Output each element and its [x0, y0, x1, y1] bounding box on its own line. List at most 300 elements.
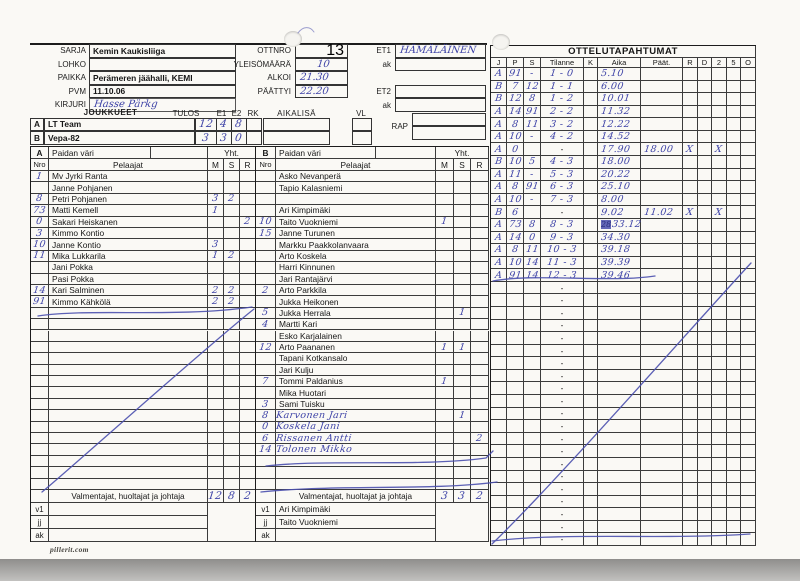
player-goals: [436, 422, 454, 433]
team-e1-B: [217, 131, 232, 145]
player-penalties: [471, 399, 489, 410]
event-cell-k: [584, 156, 598, 169]
event-cell-r: [683, 219, 698, 232]
event-cell-tilanne-text: -: [560, 420, 564, 431]
player-nro: [256, 456, 276, 467]
event-cell-two: [712, 257, 727, 270]
player-nro: [31, 376, 49, 387]
player-penalties: [471, 422, 489, 433]
player-goals: [436, 296, 454, 307]
event-cell-s-text: 91: [524, 181, 540, 193]
event-cell-aika: [598, 521, 641, 534]
event-cell-aika: [598, 244, 641, 257]
player-penalties: [471, 433, 489, 444]
event-cell-s-text: -: [529, 131, 535, 143]
event-cell-tilanne: [541, 131, 584, 144]
alkoi-value: 21.30: [299, 72, 330, 84]
event-cell-p: [507, 483, 524, 496]
player-assists: [224, 194, 240, 205]
event-cell-o: [741, 433, 756, 446]
event-cell-p: [507, 93, 524, 106]
event-cell-r: [683, 206, 698, 219]
event-cell-tilanne-text: -: [560, 207, 564, 218]
event-cell-p: [507, 232, 524, 245]
roster-a-jersey-color-field: [151, 147, 208, 159]
event-cell-p-text: 10: [507, 131, 523, 143]
player-nro: [256, 444, 276, 455]
event-cell-p-text: 8: [511, 181, 519, 193]
player-assists: [224, 376, 240, 387]
event-cell-tilanne: [541, 206, 584, 219]
player-name-text: Jani Pokka: [52, 262, 93, 273]
event-cell-tilanne: [541, 307, 584, 320]
pvm-label: PVM: [68, 86, 86, 96]
player-penalties: [240, 296, 256, 307]
player-nro: [256, 262, 276, 273]
player-nro: [256, 342, 276, 353]
event-cell-k: [584, 294, 598, 307]
event-cell-five: [727, 445, 741, 458]
roster-a-pelaajat-header-text: Pelaajat: [113, 159, 143, 170]
event-cell-p: [507, 408, 524, 421]
event-cell-aika: [598, 294, 641, 307]
event-cell-s: [524, 294, 541, 307]
player-nro: [31, 262, 49, 273]
event-cell-paat: [641, 106, 683, 119]
player-nro: [256, 467, 276, 478]
player-nro: [256, 433, 276, 444]
event-cell-aika: [598, 320, 641, 333]
official-name: [49, 503, 208, 516]
officials-side-box: [436, 503, 489, 542]
event-cell-s-text: 8: [528, 93, 536, 105]
team-letter-A-text: A: [34, 119, 40, 130]
events-col-header-K-text: K: [587, 58, 593, 67]
player-name: [276, 274, 436, 285]
player-penalties: [471, 194, 489, 205]
player-assists: [224, 296, 240, 307]
player-assists-text: 1: [458, 341, 466, 353]
event-cell-j-text: B: [494, 156, 503, 168]
event-cell-tilanne-text: -: [560, 332, 564, 343]
events-col-header-5-text: 5: [731, 58, 736, 67]
event-cell-five: [727, 496, 741, 509]
rap-field-2: [412, 126, 486, 140]
event-cell-two: [712, 282, 727, 295]
event-cell-five: [727, 408, 741, 421]
player-goals-text: 1: [211, 204, 220, 216]
event-cell-r: [683, 471, 698, 484]
event-cell-aika: [598, 370, 641, 383]
punch-hole-right: [492, 34, 510, 50]
event-cell-p: [507, 332, 524, 345]
rap-field-1: [412, 113, 486, 127]
roster-b-s-header: [454, 159, 471, 171]
event-cell-r: [683, 81, 698, 94]
event-cell-aika-text: 20.22: [600, 168, 631, 180]
player-assists: [224, 353, 240, 364]
event-cell-two: [712, 345, 727, 358]
event-cell-paat: [641, 483, 683, 496]
player-nro-text: 2: [261, 284, 270, 296]
event-cell-tilanne: [541, 445, 584, 458]
player-nro: [31, 296, 49, 307]
event-cell-aika: [598, 307, 641, 320]
event-cell-tilanne-text: 4 - 3: [549, 156, 575, 168]
kirjuri-label: KIRJURI: [54, 100, 86, 109]
event-cell-k: [584, 458, 598, 471]
player-goals: [208, 422, 224, 433]
event-cell-paat: [641, 420, 683, 433]
team-tulos-B: [195, 131, 217, 145]
player-penalties: [240, 376, 256, 387]
player-goals: [436, 194, 454, 205]
event-cell-j: [491, 219, 507, 232]
player-nro: [256, 239, 276, 250]
player-assists: [454, 262, 471, 273]
event-cell-k: [584, 244, 598, 257]
event-cell-p: [507, 257, 524, 270]
player-assists: [224, 387, 240, 398]
event-cell-two: [712, 206, 727, 219]
event-cell-p: [507, 508, 524, 521]
roster-b-r-header: [471, 159, 489, 171]
player-penalties: [240, 342, 256, 353]
player-goals-text: 1: [440, 216, 449, 228]
player-name: [49, 251, 208, 262]
player-name: [276, 387, 436, 398]
event-cell-s: [524, 93, 541, 106]
event-cell-five: [727, 219, 741, 232]
event-cell-j: [491, 232, 507, 245]
event-cell-five: [727, 420, 741, 433]
event-cell-j: [491, 206, 507, 219]
event-cell-five: [727, 106, 741, 119]
event-cell-k: [584, 269, 598, 282]
event-cell-o: [741, 471, 756, 484]
player-penalties: [240, 479, 256, 490]
event-cell-s-text: 5: [528, 156, 536, 168]
player-assists: [224, 251, 240, 262]
event-cell-five: [727, 332, 741, 345]
event-cell-two: [712, 194, 727, 207]
player-nro-text: 6: [261, 432, 270, 444]
event-cell-j: [491, 445, 507, 458]
event-cell-d: [698, 294, 712, 307]
event-cell-s: [524, 345, 541, 358]
player-nro: [31, 228, 49, 239]
event-cell-p-text: 7: [511, 80, 519, 92]
player-assists-text: 2: [227, 284, 236, 296]
event-cell-o: [741, 156, 756, 169]
event-cell-s: [524, 143, 541, 156]
event-cell-p: [507, 269, 524, 282]
player-assists: [454, 376, 471, 387]
player-nro: [31, 479, 49, 490]
player-nro: [256, 365, 276, 376]
event-cell-five: [727, 244, 741, 257]
event-cell-five: [727, 232, 741, 245]
player-assists: [454, 331, 471, 342]
player-name-text: Martti Kari: [279, 319, 318, 330]
team-total-assists: [454, 490, 471, 503]
player-goals: [436, 285, 454, 296]
roster-a-s-header-text: S: [228, 159, 235, 170]
event-cell-p: [507, 521, 524, 534]
team-total-assists-text: 8: [227, 490, 236, 502]
event-cell-j: [491, 508, 507, 521]
event-cell-s: [524, 68, 541, 81]
official-role-ak-text: ak: [261, 530, 270, 540]
event-cell-tilanne-text: -: [560, 408, 564, 419]
event-cell-r: [683, 508, 698, 521]
staff-row-label: [49, 490, 208, 503]
player-name-text: Kari Salminen: [52, 285, 105, 296]
event-cell-p: [507, 420, 524, 433]
player-goals: [436, 308, 454, 319]
event-cell-s: [524, 420, 541, 433]
event-cell-d: [698, 257, 712, 270]
aikalisa-label: AIKALISÄ: [277, 108, 316, 118]
player-nro: [256, 331, 276, 342]
event-cell-j-text: A: [494, 168, 503, 180]
player-name: [276, 376, 436, 387]
events-col-header-2-text: 2: [716, 58, 722, 67]
event-cell-j: [491, 93, 507, 106]
vl-label: VL: [356, 108, 366, 118]
event-cell-j: [491, 181, 507, 194]
event-cell-tilanne: [541, 458, 584, 471]
event-cell-tilanne: [541, 483, 584, 496]
player-nro-text: 12: [258, 341, 273, 353]
player-nro: [31, 456, 49, 467]
event-cell-tilanne: [541, 181, 584, 194]
event-cell-d: [698, 533, 712, 546]
event-cell-r: [683, 68, 698, 81]
player-name-text: Janne Turunen: [279, 228, 335, 239]
player-nro: [256, 285, 276, 296]
player-goals: [208, 331, 224, 342]
event-cell-tilanne-text: -: [560, 483, 564, 494]
player-assists: [454, 182, 471, 193]
event-cell-aika: [598, 458, 641, 471]
player-name-text: Sami Tuisku: [279, 399, 325, 410]
events-col-header-Aika-text: Aika: [611, 58, 627, 67]
event-cell-tilanne: [541, 420, 584, 433]
event-cell-o: [741, 206, 756, 219]
event-cell-o: [741, 320, 756, 333]
player-name: [276, 262, 436, 273]
event-cell-paat: [641, 382, 683, 395]
event-cell-two: [712, 269, 727, 282]
event-cell-j: [491, 458, 507, 471]
event-cell-s: [524, 458, 541, 471]
event-cell-five: [727, 471, 741, 484]
event-cell-d: [698, 169, 712, 182]
event-cell-d: [698, 496, 712, 509]
event-cell-aika: [598, 420, 641, 433]
event-cell-tilanne-text: -: [560, 471, 564, 482]
event-cell-two: [712, 445, 727, 458]
player-name: [49, 387, 208, 398]
player-name-text: Mika Lukkarila: [52, 250, 106, 261]
team-letter-B-text: B: [34, 132, 40, 143]
player-name: [49, 479, 208, 490]
player-goals: [436, 274, 454, 285]
event-cell-o: [741, 269, 756, 282]
event-cell-j-text: A: [494, 106, 503, 118]
event-cell-j: [491, 68, 507, 81]
paattyi-label: PÄÄTTYI: [257, 86, 291, 96]
player-penalties-text: 2: [243, 216, 252, 228]
player-name-text: Janne Kontio: [52, 239, 101, 250]
events-col-header-Tilanne: [541, 58, 584, 68]
player-name: [276, 433, 436, 444]
event-cell-k: [584, 332, 598, 345]
official-name: [276, 529, 436, 542]
event-cell-d: [698, 370, 712, 383]
player-name: [49, 422, 208, 433]
event-cell-two: [712, 169, 727, 182]
event-cell-two: [712, 508, 727, 521]
event-cell-tilanne-text: 1 - 1: [549, 80, 575, 92]
event-cell-five: [727, 194, 741, 207]
event-cell-d: [698, 219, 712, 232]
player-assists: [224, 331, 240, 342]
player-nro-text: 4: [261, 318, 270, 330]
event-cell-paat-text: 18.00: [643, 143, 674, 155]
player-assists: [454, 353, 471, 364]
event-cell-k: [584, 118, 598, 131]
player-name: [49, 353, 208, 364]
event-cell-d: [698, 508, 712, 521]
player-nro-text: 73: [32, 204, 47, 216]
staff-row-label: [276, 490, 436, 503]
player-name: [49, 182, 208, 193]
player-assists: [224, 479, 240, 490]
event-cell-paat: [641, 433, 683, 446]
event-cell-paat: [641, 395, 683, 408]
roster-a-paidanvari-text: Paidan väri: [52, 147, 94, 158]
player-penalties: [471, 228, 489, 239]
roster-a-yht-text: Yht.: [224, 147, 239, 158]
event-cell-r: [683, 357, 698, 370]
player-name: [49, 274, 208, 285]
events-col-header-R: [683, 58, 698, 68]
event-cell-r: [683, 345, 698, 358]
player-assists: [454, 285, 471, 296]
event-cell-paat: [641, 131, 683, 144]
player-penalties: [240, 331, 256, 342]
player-penalties: [471, 274, 489, 285]
event-cell-aika-text: 34.30: [600, 231, 631, 243]
player-penalties: [240, 239, 256, 250]
event-cell-aika-text: 11.32: [600, 106, 631, 118]
player-penalties: [240, 444, 256, 455]
aikalisa-box-1: [263, 118, 330, 132]
event-cell-five: [727, 521, 741, 534]
paattyi-value: 22.20: [299, 85, 330, 97]
player-name: [276, 251, 436, 262]
staff-lead-cell: [31, 490, 49, 503]
event-cell-aika: [598, 282, 641, 295]
event-cell-aika: [598, 131, 641, 144]
event-cell-s: [524, 269, 541, 282]
official-name: [276, 516, 436, 529]
event-cell-aika: [598, 194, 641, 207]
event-cell-paat: [641, 68, 683, 81]
event-cell-paat: [641, 445, 683, 458]
event-cell-paat: [641, 81, 683, 94]
event-cell-s: [524, 533, 541, 546]
event-cell-tilanne: [541, 118, 584, 131]
event-cell-tilanne: [541, 81, 584, 94]
event-cell-k: [584, 282, 598, 295]
event-cell-tilanne: [541, 533, 584, 546]
event-cell-tilanne-text: -: [560, 295, 564, 306]
player-goals-text: 1: [211, 250, 220, 262]
event-cell-p-text: 91: [507, 269, 523, 281]
event-cell-o: [741, 169, 756, 182]
event-cell-j: [491, 156, 507, 169]
player-nro: [31, 319, 49, 330]
event-cell-s: [524, 118, 541, 131]
event-cell-s: [524, 382, 541, 395]
sarja-label: SARJA: [60, 46, 86, 55]
player-nro: [31, 365, 49, 376]
event-cell-aika: [598, 68, 641, 81]
event-cell-k: [584, 194, 598, 207]
staff-row-label-text: Valmentajat, huoltajat ja johtaja: [71, 491, 185, 501]
event-cell-d: [698, 345, 712, 358]
event-cell-j-text: A: [494, 244, 503, 256]
event-cell-k: [584, 370, 598, 383]
player-penalties: [240, 399, 256, 410]
roster-a-pelaajat-header: [49, 159, 208, 171]
events-col-header-P-text: P: [512, 58, 518, 67]
event-cell-r: [683, 533, 698, 546]
player-name-text: Matti Kemell: [52, 205, 99, 216]
sarja-value: Kemin Kaukisliiga: [93, 45, 166, 56]
event-cell-aika-text: 39.46: [600, 269, 631, 281]
player-goals: [208, 308, 224, 319]
event-cell-paat: [641, 244, 683, 257]
event-cell-s: [524, 131, 541, 144]
event-cell-aika-text: 25.10: [600, 181, 631, 193]
event-cell-tilanne-text: -: [560, 307, 564, 318]
player-nro: [31, 433, 49, 444]
official-name-text: Ari Kimpimäki: [279, 504, 331, 514]
player-penalties: [471, 479, 489, 490]
player-goals: [436, 479, 454, 490]
player-assists: [454, 319, 471, 330]
event-cell-aika: [598, 257, 641, 270]
player-goals: [208, 387, 224, 398]
event-cell-tilanne-text: 7 - 3: [549, 194, 575, 206]
event-cell-tilanne-text: -: [560, 534, 564, 545]
player-name-text: Kimmo Kontio: [52, 228, 105, 239]
roster-b-nro-header: [256, 159, 276, 171]
event-cell-o: [741, 257, 756, 270]
player-assists: [454, 399, 471, 410]
event-cell-five: [727, 282, 741, 295]
player-name-text: Tapani Kotkansalo: [279, 353, 348, 364]
player-assists: [454, 433, 471, 444]
event-cell-r: [683, 458, 698, 471]
event-cell-p: [507, 206, 524, 219]
event-cell-k: [584, 471, 598, 484]
event-cell-aika: [598, 496, 641, 509]
